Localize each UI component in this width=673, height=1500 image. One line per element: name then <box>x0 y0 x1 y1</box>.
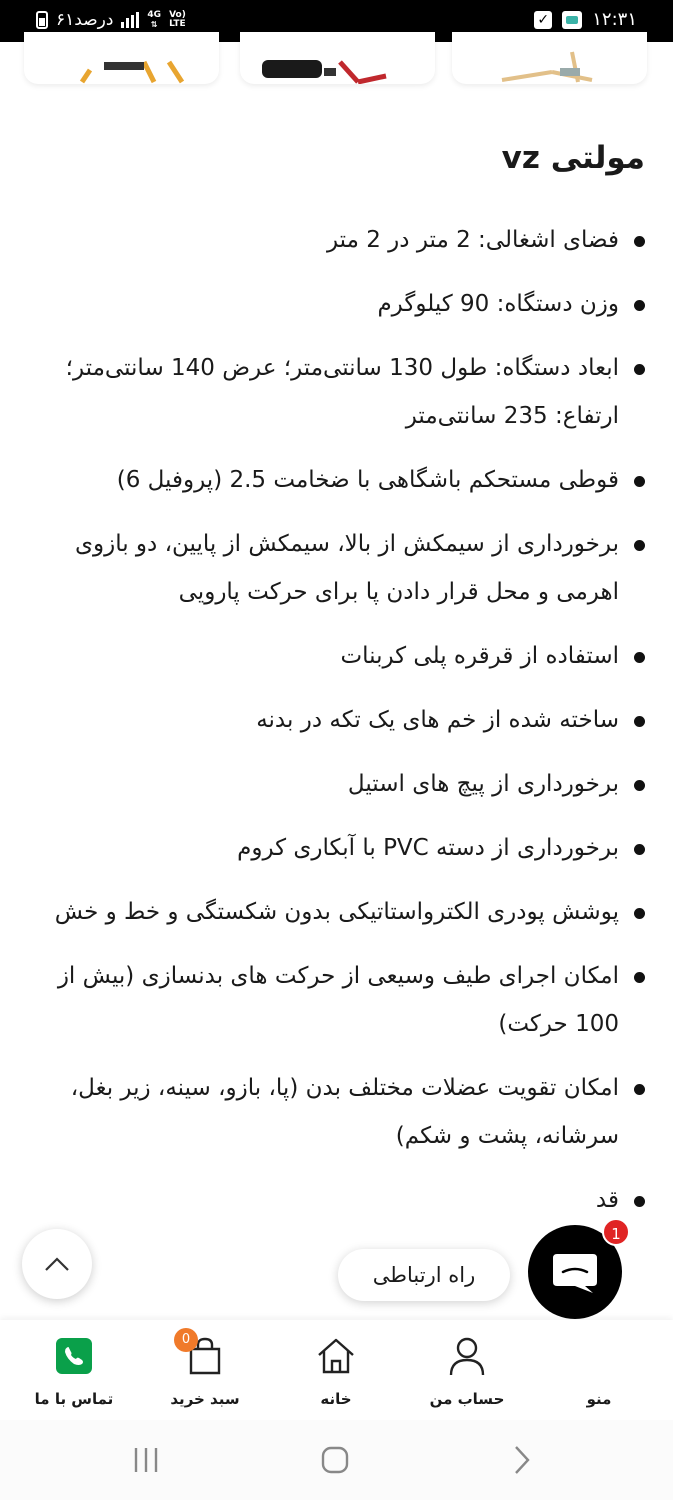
menu-icon <box>544 1334 654 1378</box>
product-card[interactable] <box>240 32 435 84</box>
chevron-up-icon <box>44 1256 70 1272</box>
feature-list <box>30 216 645 1224</box>
back-button[interactable] <box>492 1442 552 1478</box>
nav-cart-label: سبد خرید <box>170 1390 240 1408</box>
nav-home[interactable] <box>281 1334 391 1408</box>
feature-item: امکان تقویت عضلات مختلف بدن (پا، بازو، سینه، زیر بغل، سرشانه، پشت و شکم) <box>30 1064 645 1160</box>
cart-count-badge: 0 <box>174 1328 198 1352</box>
product-image-icon <box>24 32 219 84</box>
product-image-icon <box>240 32 435 84</box>
bottom-navigation <box>0 1320 673 1420</box>
home-system-button[interactable] <box>305 1442 365 1478</box>
related-products-strip <box>0 42 673 86</box>
feature-item: برخورداری از پیچ های استیل <box>30 760 645 808</box>
nav-menu[interactable] <box>544 1334 654 1408</box>
checkbox-notification-icon: ✓ <box>534 11 552 29</box>
product-card[interactable] <box>452 32 647 84</box>
scroll-top-button[interactable] <box>22 1229 92 1299</box>
chat-bubble-icon <box>551 1250 599 1294</box>
feature-item: برخورداری از سیمکش از بالا، سیمکش از پایین، دو بازوی اهرمی و محل قرار دادن پا برای حرکت پارویی <box>30 520 645 616</box>
home-circle-icon <box>321 1446 349 1474</box>
recent-apps-button[interactable] <box>116 1442 176 1478</box>
battery-level: ۶۱درصد <box>56 10 114 30</box>
feature-item: امکان اجرای طیف وسیعی از حرکت های بدنسازی (بیش از 100 حرکت) <box>30 952 645 1048</box>
product-card[interactable] <box>24 32 219 84</box>
app-notification-icon <box>562 11 582 29</box>
feature-item: ابعاد دستگاه: طول 130 سانتی‌متر؛ عرض 140 سانتی‌متر؛ ارتفاع: 235 سانتی‌متر <box>30 344 645 440</box>
nav-account-label: حساب من <box>429 1390 505 1408</box>
home-icon <box>316 1337 356 1375</box>
feature-item: فضای اشغالی: 2 متر در 2 متر <box>30 216 645 264</box>
product-title: مولتی vz <box>501 140 645 176</box>
battery-icon <box>36 11 48 29</box>
status-time: ۱۲:۳۱ <box>592 9 637 30</box>
status-right <box>534 9 637 30</box>
status-left <box>36 10 186 30</box>
feature-item: قد <box>30 1176 645 1224</box>
nav-contact-label: تماس با ما <box>34 1390 114 1408</box>
signal-icon <box>121 12 139 28</box>
user-icon <box>448 1336 486 1376</box>
feature-item: برخورداری از دسته PVC با آبکاری کروم <box>30 824 645 872</box>
nav-cart[interactable] <box>150 1334 260 1408</box>
contact-options-label[interactable]: راه ارتباطی <box>338 1249 510 1301</box>
nav-home-label: خانه <box>320 1390 352 1408</box>
phone-icon <box>56 1338 92 1374</box>
nav-contact[interactable] <box>19 1334 129 1408</box>
feature-item: پوشش پودری الکترواستاتیکی بدون شکستگی و خط و خش <box>30 888 645 936</box>
network-type: 4G ⇅ <box>147 9 162 29</box>
recent-apps-icon <box>131 1446 161 1474</box>
chat-unread-badge: 1 <box>602 1218 630 1246</box>
feature-item: ساخته شده از خم های یک تکه در بدنه <box>30 696 645 744</box>
product-image-icon <box>452 32 647 84</box>
chevron-right-icon <box>512 1445 532 1475</box>
product-description <box>30 140 645 1224</box>
nav-account[interactable] <box>412 1334 522 1408</box>
feature-item: وزن دستگاه: 90 کیلوگرم <box>30 280 645 328</box>
volte-indicator: Vo) LTE <box>169 10 186 29</box>
feature-item: قوطی مستحکم باشگاهی با ضخامت 2.5 (پروفیل 6) <box>30 456 645 504</box>
nav-menu-label: منو <box>586 1390 612 1408</box>
system-navigation-bar <box>0 1420 673 1500</box>
feature-item: استفاده از قرقره پلی کربنات <box>30 632 645 680</box>
